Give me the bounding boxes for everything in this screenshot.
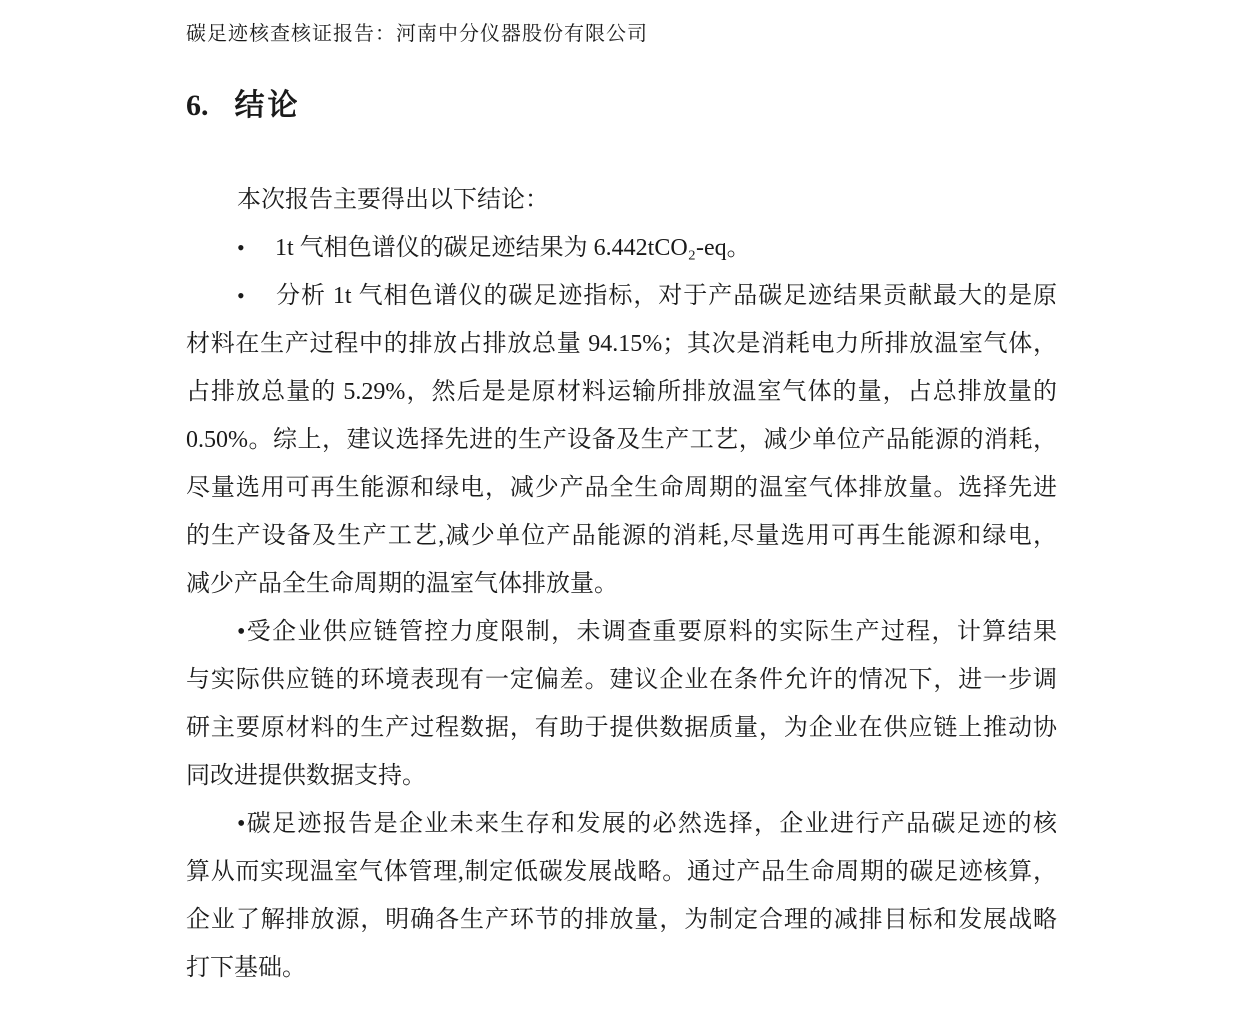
text-line (186, 464, 1057, 512)
text-line (186, 704, 1057, 752)
line-text: 同改进提供数据支持。 (186, 763, 426, 789)
text-line (186, 752, 1057, 800)
line-text: 分析 1t 气相色谱仪的碳足迹指标，对于产品碳足迹结果贡献最大的是原 (275, 283, 1057, 309)
text-line (186, 512, 1057, 560)
text-line (186, 320, 1057, 368)
document-body (186, 176, 1057, 992)
text-line (186, 272, 1057, 320)
text-line (186, 416, 1057, 464)
line-text: 的生产设备及生产工艺,减少单位产品能源的消耗,尽量选用可再生能源和绿电， (186, 523, 1057, 549)
line-text: 减少产品全生命周期的温室气体排放量。 (186, 571, 618, 597)
text-line (186, 608, 1057, 656)
line-text: 本次报告主要得出以下结论： (237, 187, 549, 213)
line-text: 尽量选用可再生能源和绿电，减少产品全生命周期的温室气体排放量。选择先进 (186, 475, 1057, 501)
line-text: 企业了解排放源，明确各生产环节的排放量，为制定合理的减排目标和发展战略 (186, 907, 1057, 933)
section-heading (186, 80, 301, 124)
running-header: 碳足迹核查核证报告：河南中分仪器股份有限公司 (186, 23, 648, 45)
line-text: 1t 气相色谱仪的碳足迹结果为 6.442tCO₂-eq。 (275, 235, 751, 261)
text-line (186, 896, 1057, 944)
line-text: 与实际供应链的环境表现有一定偏差。建议企业在条件允许的情况下，进一步调 (186, 667, 1057, 693)
text-line (186, 368, 1057, 416)
text-line (186, 848, 1057, 896)
section-title: 结论 (234, 89, 301, 122)
text-line (186, 560, 1057, 608)
text-line (186, 944, 1057, 992)
line-text: 研主要原材料的生产过程数据，有助于提供数据质量，为企业在供应链上推动协 (186, 715, 1057, 741)
line-text: 算从而实现温室气体管理,制定低碳发展战略。通过产品生命周期的碳足迹核算， (186, 859, 1057, 885)
section-number: 6. (186, 89, 209, 122)
line-text: 0.50%。综上，建议选择先进的生产设备及生产工艺，减少单位产品能源的消耗， (186, 427, 1057, 453)
text-line (186, 800, 1057, 848)
text-line (186, 656, 1057, 704)
line-text: 材料在生产过程中的排放占排放总量 94.15%；其次是消耗电力所排放温室气体， (186, 331, 1057, 357)
bullet-icon: • (237, 235, 245, 260)
line-text: 打下基础。 (186, 955, 306, 981)
line-text: •碳足迹报告是企业未来生存和发展的必然选择，企业进行产品碳足迹的核 (237, 811, 1057, 837)
text-line (186, 224, 1057, 272)
line-text: •受企业供应链管控力度限制，未调查重要原料的实际生产过程，计算结果 (237, 619, 1057, 645)
bullet-icon: • (237, 283, 245, 308)
text-line (186, 176, 1057, 224)
line-text: 占排放总量的 5.29%，然后是是原材料运输所排放温室气体的量，占总排放量的 (186, 379, 1057, 405)
